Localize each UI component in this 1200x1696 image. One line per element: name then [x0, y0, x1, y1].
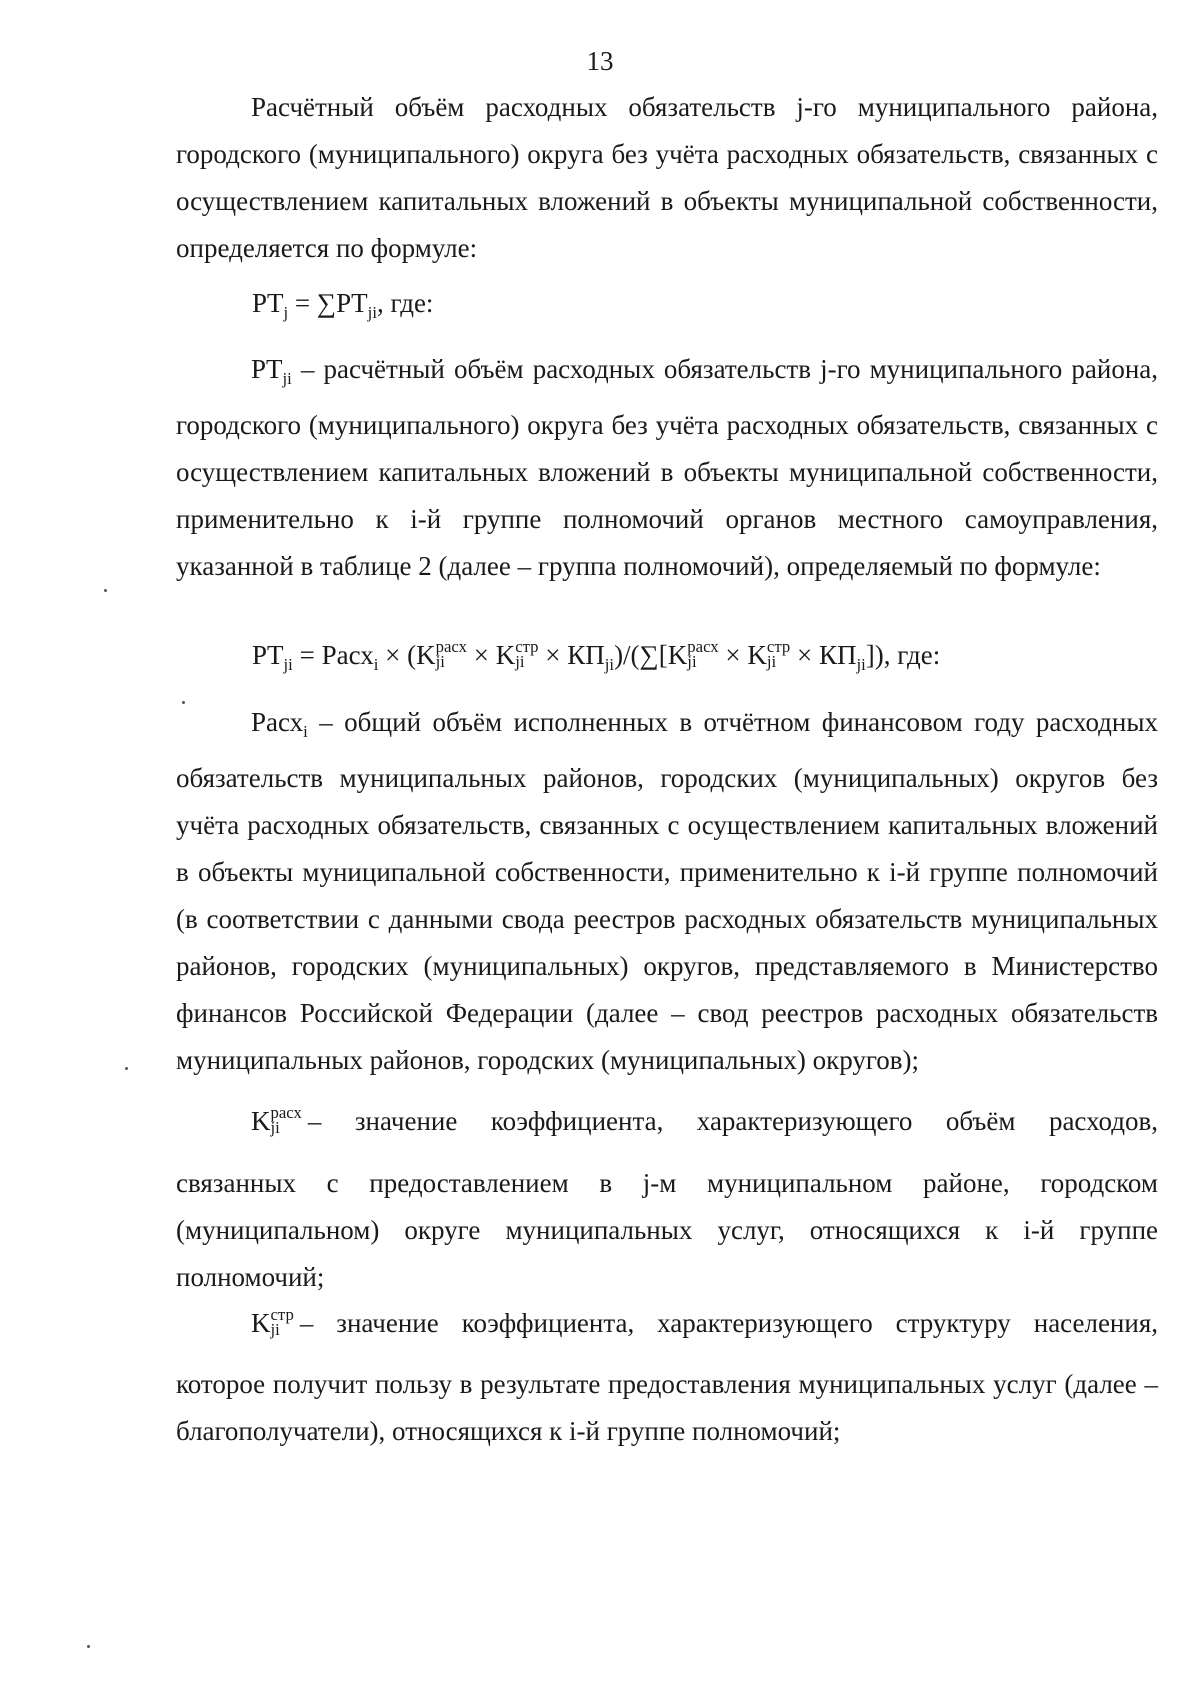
f2-k3-sup: расх: [687, 636, 719, 656]
rasx-term-sub: i: [303, 721, 308, 741]
f2-k2-sub: ji: [515, 651, 525, 671]
formula1-rhs: PT: [336, 288, 368, 318]
f2-times1: × (: [378, 640, 417, 670]
formula1-rhs-sub: ji: [367, 302, 377, 322]
f2-k4: K: [747, 640, 767, 670]
f2-rasx-sub: i: [373, 654, 379, 674]
paragraph-pt-ji-definition: [176, 346, 1158, 590]
f2-eq: =: [292, 640, 322, 670]
formula1-lhs: PT: [252, 288, 284, 318]
f2-kp: КП: [567, 640, 605, 670]
f2-k2-sup: стр: [515, 636, 539, 656]
rasx-term: Расх: [251, 707, 304, 737]
formula1-tail: , где:: [376, 288, 434, 318]
k-rasx-term: [251, 1102, 302, 1139]
f2-k1: K: [416, 640, 436, 670]
scan-speck: [104, 589, 107, 592]
page-number: 13: [586, 46, 614, 76]
f2-rasx: Расх: [321, 640, 374, 670]
k-str-term: [251, 1304, 294, 1341]
f2-pt-sub: ji: [283, 654, 293, 674]
f2-k-str: [495, 636, 539, 671]
formula-pt-sum: [252, 288, 433, 323]
f2-times2: ×: [466, 640, 496, 670]
k-rasx-first-text: – значение коэффициента, характеризующего объём расходов,: [307, 1106, 1158, 1136]
f2-k4-indices: [766, 636, 791, 671]
paragraph-calculated-volume: Расчётный объём расходных обязательств j-го муниципального района, городского (муниципального) округа без учёта расходных обязательств, связанных с осуществлением капитальных вложений в объекты муниципальной собственности, определяется по формуле:: [176, 92, 1158, 263]
f2-pt: PT: [252, 640, 284, 670]
pt-ji-term: PT: [251, 354, 283, 384]
k-str-sup: стр: [270, 1304, 294, 1324]
f2-k2: K: [495, 640, 516, 670]
f2-k3: K: [667, 640, 688, 670]
pt-ji-text: – расчётный объём расходных обязательств j-го муниципального района, городского (муниципального) округа без учёта расходных обязательств, связанных с осуществлением капитальных вложений в объекты муниципальной собственности, применительно к i-й группе полномочий органов местного самоуправления, указанной в таблице 2 (далее – группа полномочий), определяемый по формуле:: [176, 354, 1158, 581]
f2-k1-sup: расх: [435, 636, 467, 656]
f2-kp-sub: ji: [604, 654, 615, 674]
f2-div: )/(∑[: [614, 640, 668, 670]
pt-ji-term-sub: ji: [282, 368, 292, 388]
f2-k1-sub: ji: [435, 651, 445, 671]
k-rasx-letter: K: [251, 1106, 271, 1136]
f2-kp2-sub: ji: [856, 654, 866, 674]
paragraph-rasx-definition: [176, 699, 1158, 1084]
f2-times5: ×: [790, 640, 819, 670]
f2-k-rasx-2: [667, 636, 719, 671]
f2-k4-sub: ji: [766, 651, 777, 671]
rasx-text: – общий объём исполненных в отчётном финансовом году расходных обязательств муниципальных районов, городских (муниципальных) округов без учёта расходных обязательств, связанных с осуществлением капитальных вложений в объекты муниципальной собственности, применительно к i-й группе полномочий (в соответствии с данными свода реестров расходных обязательств муниципальных районов, городских (муниципальных) округов, представляемого в Министерство финансов Российской Федерации (далее – свод реестров расходных обязательств муниципальных районов, городских (муниципальных) округов);: [176, 707, 1158, 1075]
scan-speck: [87, 1645, 90, 1648]
formula1-lhs-sub: j: [283, 302, 289, 322]
k-rasx-indices: [270, 1102, 302, 1137]
f2-k3-indices: [687, 636, 719, 671]
k-str-first-text: – значение коэффициента, характеризующего структуру населения,: [299, 1308, 1158, 1338]
scan-speck: [182, 701, 185, 704]
f2-k-rasx: [416, 636, 467, 671]
k-str-rest: которое получит пользу в результате предоставления муниципальных услуг (далее – благополучатели), относящихся к i-й группе полномочий;: [176, 1369, 1158, 1446]
k-rasx-rest: связанных с предоставлением в j-м муниципальном районе, городском (муниципальном) округе муниципальных услуг, относящихся к i-й группе полномочий;: [176, 1168, 1158, 1292]
f2-times3: ×: [538, 640, 568, 670]
f2-k2-indices: [515, 636, 539, 671]
k-rasx-sup: расх: [270, 1102, 302, 1122]
f2-kp2: КП: [818, 640, 857, 670]
f2-k4-sup: стр: [766, 636, 791, 656]
f2-k3-sub: ji: [687, 651, 697, 671]
scan-speck: [125, 1067, 128, 1070]
k-rasx-first-line: [251, 1102, 1158, 1139]
f2-tail: ]), где:: [865, 640, 941, 670]
k-str-sub: ji: [270, 1319, 280, 1339]
f2-times4: ×: [718, 640, 748, 670]
k-str-first-line: [251, 1304, 1158, 1341]
formula1-eq: = ∑: [288, 288, 337, 318]
k-rasx-sub: ji: [270, 1117, 280, 1137]
k-str-indices: [270, 1304, 294, 1339]
k-str-letter: K: [251, 1308, 271, 1338]
f2-k1-indices: [435, 636, 467, 671]
f2-k-str-2: [747, 636, 791, 671]
formula-pt-ji: [252, 636, 941, 675]
